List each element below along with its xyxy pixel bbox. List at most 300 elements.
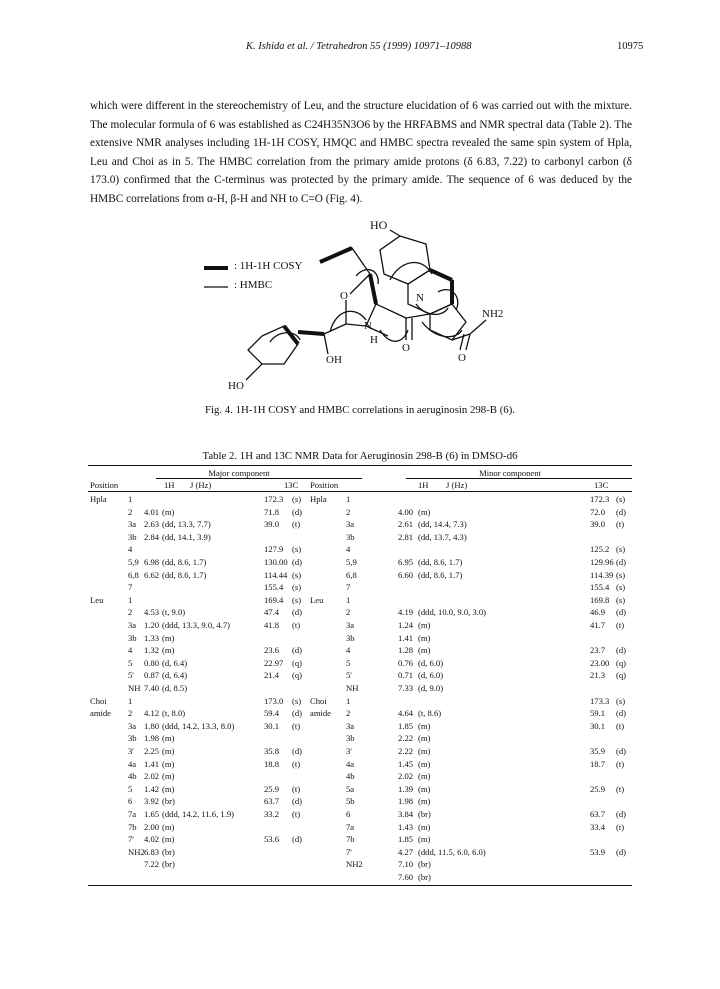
table-cell: (t) [292, 620, 301, 630]
table-cell: 125.2 [590, 544, 610, 555]
table-cell: (s) [292, 544, 302, 555]
table-row [88, 821, 632, 833]
table-cell: (t, 9.0) [162, 607, 186, 618]
choi-ring-c [430, 304, 466, 340]
table-cell: 4 [128, 645, 133, 656]
body-paragraph [90, 97, 632, 209]
page-number: 10975 [617, 41, 644, 52]
table-row [88, 518, 632, 530]
table-cell: 2 [128, 607, 133, 618]
table-row [88, 669, 632, 681]
table-cell: amide [90, 708, 111, 719]
table-cell: 3a [128, 720, 137, 731]
table-cell: (t) [616, 620, 625, 630]
header-1h-minor: 1H [418, 480, 429, 490]
table-cell: (m) [418, 733, 431, 744]
table-cell: (m) [162, 758, 175, 769]
table-cell: 130.00 [264, 557, 288, 567]
table-row [88, 619, 632, 631]
table-cell: 7 [346, 582, 351, 593]
table-bottom-rule [88, 885, 632, 886]
table-cell: (t) [292, 809, 301, 819]
table-cell: (d, 9.0) [418, 683, 444, 693]
figure-caption: Fig. 4. 1H-1H COSY and HMBC correlations in aeruginosin 298-B (6). [205, 404, 515, 416]
table-cell: (ddd, 11.5, 6.0, 6.0) [418, 846, 486, 857]
atom-nh2: NH2 [482, 308, 504, 320]
table-cell: 41.7 [590, 620, 606, 630]
atom-ho-top: HO [370, 218, 388, 232]
table-cell: 5,9 [346, 557, 357, 567]
table-cell: 2 [346, 708, 351, 719]
table-cell: 25.9 [590, 783, 606, 794]
table-cell: 6.60 [398, 569, 414, 580]
table-cell: 4a [128, 758, 137, 769]
table-cell: (d) [292, 607, 303, 618]
table-cell: Hpla [310, 494, 327, 504]
table-cell: (s) [292, 582, 302, 593]
paragraph-text: which were different in the stereochemistry of Leu, and the structure elucidation of 6 was carried out with the mixture. The molecular formula of 6 was established as C24H35N3O6 by the HRFABMS and NMR spectral data (Table 2). The extensive NMR analyses including 1H-1H COSY, HMQC and HMBC spectra revealed the same spin system of Hpla, Leu and Choi as in 5. The HMBC correlation from the primary amide protons (δ 6.83, 7.22) to carbonyl carbon (δ 173.0) confirmed that the C-terminus was protected by the primary amide. The sequence of 6 was deduced by the HMBC correlations from α-H, β-H and NH to C=O (Fig. 4). [90, 100, 632, 205]
table-cell: 21.3 [590, 670, 606, 681]
table-cell: 4.01 [144, 506, 160, 517]
table-cell: 35.8 [264, 746, 280, 756]
table-cell: 172.3 [264, 494, 284, 504]
table-cell: 2.00 [144, 821, 160, 832]
table-cell: 1 [128, 695, 133, 706]
table-cell: 4.53 [144, 607, 160, 618]
table-cell: 18.8 [264, 758, 280, 769]
header-j: J (Hz) [190, 480, 212, 490]
table-cell: (t) [616, 821, 625, 832]
table-cell: 1.42 [144, 783, 160, 794]
table-cell: (m) [418, 796, 431, 807]
table-row [88, 871, 632, 883]
table-cell: (d) [616, 607, 627, 618]
table-cell: (d) [292, 506, 303, 517]
table-cell: 0.71 [398, 670, 414, 681]
table-cell: (m) [418, 645, 431, 656]
table-cell: 4b [346, 771, 355, 782]
table-cell: 3.84 [398, 809, 414, 819]
table-cell: 3b [128, 531, 137, 542]
table-cell: (m) [162, 746, 175, 756]
table-cell: 47.4 [264, 607, 280, 618]
table-row [88, 606, 632, 618]
table-cell: 5 [128, 657, 133, 668]
table-cell: (d) [292, 746, 303, 756]
table-cell: (m) [162, 834, 175, 845]
table-cell: (d) [292, 708, 303, 719]
table-cell: (br) [162, 859, 175, 870]
table-cell: (d) [616, 645, 627, 656]
legend-hmbc-label: : HMBC [234, 279, 273, 291]
table-row [88, 569, 632, 581]
table-cell: 63.7 [264, 796, 280, 807]
table-cell: (s) [616, 594, 626, 605]
table-cell: 3b [346, 733, 355, 744]
table-cell: (s) [616, 569, 626, 580]
table-row [88, 846, 632, 858]
table-cell: 7 [128, 582, 133, 593]
table-cell: (br) [162, 796, 175, 807]
table-cell: 1.43 [398, 821, 414, 832]
table-cell: (d, 6.4) [162, 657, 188, 668]
table-cell: 7.60 [398, 872, 414, 882]
table-cell: (d) [616, 746, 627, 756]
group-minor-label: Minor component [479, 468, 541, 478]
table-cell: 2.02 [144, 771, 160, 782]
table-cell: (s) [292, 569, 302, 580]
table-row [88, 531, 632, 543]
table-cell: (d) [616, 846, 627, 857]
table-cell: 4.12 [144, 708, 160, 719]
table-cell: 114.44 [264, 569, 288, 580]
table-cell: (d, 6.4) [162, 670, 188, 681]
table-cell: 1.32 [144, 645, 160, 656]
table-cell: 2.84 [144, 531, 160, 542]
table-cell: 1.24 [398, 620, 414, 630]
table-cell: (t, 8.0) [162, 708, 186, 719]
table-row [88, 543, 632, 555]
table-cell: 7a [128, 809, 137, 819]
table-cell: (dd, 14.1, 3.9) [162, 531, 211, 542]
table-cell: 1.65 [144, 809, 160, 819]
table-cell: 3b [128, 733, 137, 744]
table-cell: 1.41 [398, 632, 414, 643]
table-cell: 2.63 [144, 519, 160, 530]
table-row [88, 783, 632, 795]
table-cell: (t) [292, 519, 301, 530]
table-cell: (m) [418, 834, 431, 845]
table-cell: 1.20 [144, 620, 160, 630]
table-cell: 6 [128, 796, 133, 807]
table-cell: (dd, 8.6, 1.7) [418, 569, 463, 580]
table-cell: (d) [616, 708, 627, 719]
table-cell: 7b [346, 834, 355, 845]
table-cell: 3' [128, 746, 134, 756]
table-caption: Table 2. 1H and 13C NMR Data for Aeruginosin 298-B (6) in DMSO-d6 [202, 450, 518, 462]
table-cell: 4.02 [144, 834, 160, 845]
table-row [88, 758, 632, 770]
table-cell: 1 [128, 494, 133, 504]
table-cell: 4a [346, 758, 355, 769]
choi-ring-a [380, 236, 430, 284]
table-cell: 7' [346, 846, 352, 857]
table-cell: 3a [346, 519, 355, 530]
table-cell: 3.92 [144, 796, 160, 807]
table-cell: 7' [128, 834, 134, 845]
header-13c: 13C [284, 480, 299, 490]
table-row [88, 833, 632, 845]
table-cell: (ddd, 13.3, 9.0, 4.7) [162, 620, 231, 630]
table-cell: (s) [292, 494, 302, 504]
table-cell: (t) [616, 720, 625, 731]
table-cell: 3a [128, 519, 137, 530]
table-cell: (s) [616, 582, 626, 593]
atom-oh: OH [326, 354, 342, 366]
table-cell: 2 [128, 506, 133, 517]
table-row [88, 644, 632, 656]
table-cell: (m) [162, 645, 175, 656]
table-cell: 169.4 [264, 594, 284, 605]
table-row [88, 795, 632, 807]
table-cell: 127.9 [264, 544, 284, 555]
table-cell: (m) [418, 746, 431, 756]
table-cell: 2.25 [144, 746, 160, 756]
table-cell: 2.81 [398, 531, 414, 542]
table-row [88, 695, 632, 707]
table-cell: 6.98 [144, 557, 160, 567]
table-cell: 1.85 [398, 834, 414, 845]
table-cell: 22.97 [264, 657, 284, 668]
table-cell: (t) [292, 758, 301, 769]
atom-o2: O [402, 342, 410, 354]
table-cell: 4b [128, 771, 137, 782]
table-cell: 6.62 [144, 569, 160, 580]
running-header [0, 41, 720, 55]
table-cell: 59.1 [590, 708, 606, 719]
table-cell: 7.10 [398, 859, 414, 870]
table-cell: (t, 8.6) [418, 708, 442, 719]
table-cell: 172.3 [590, 494, 610, 504]
table-cell: (m) [418, 758, 431, 769]
table-cell: (m) [162, 821, 175, 832]
table-cell: (d) [292, 557, 303, 567]
table-row [88, 581, 632, 593]
table-cell: 1 [346, 695, 351, 706]
table-header-rule [88, 491, 632, 492]
table-cell: (m) [162, 632, 175, 643]
table-cell: (dd, 8.6, 1.7) [162, 569, 207, 580]
header-position: Position [90, 480, 119, 490]
table-row [88, 493, 632, 505]
table-row [88, 594, 632, 606]
table-top-rule [88, 465, 632, 466]
table-cell: amide [310, 708, 331, 719]
table-cell: 1 [346, 494, 351, 504]
table-cell: 173.3 [590, 695, 610, 706]
table-cell: (s) [616, 544, 626, 555]
table-cell: NH2 [128, 846, 145, 857]
atom-h: H [370, 334, 378, 346]
table-cell: (t) [292, 783, 301, 794]
table-row [88, 745, 632, 757]
table-cell: 129.96 [590, 557, 614, 567]
atom-nh: N [364, 320, 372, 332]
table-row [88, 556, 632, 568]
table-cell: 169.8 [590, 594, 610, 605]
table-cell: (m) [162, 506, 175, 517]
atom-o3: O [458, 352, 466, 364]
table-cell: 3a [128, 620, 137, 630]
table-cell: 35.9 [590, 746, 606, 756]
table-cell: 2.22 [398, 733, 414, 744]
table-cell: 25.9 [264, 783, 280, 794]
table-cell: (s) [292, 695, 302, 706]
table-cell: 39.0 [590, 519, 606, 530]
atom-n-ring: N [416, 292, 424, 304]
table-cell: (q) [292, 670, 303, 681]
table-cell: 3' [346, 746, 352, 756]
table-cell: (q) [616, 657, 627, 668]
table-cell: (s) [616, 695, 626, 706]
table-cell: 6,8 [128, 569, 139, 580]
table-cell: 0.87 [144, 670, 160, 681]
table-cell: 155.4 [264, 582, 284, 593]
table-cell: 2.02 [398, 771, 414, 782]
header-13c-minor: 13C [594, 480, 609, 490]
table-row [88, 858, 632, 870]
table-cell: (d, 8.5) [162, 683, 188, 693]
table-row [88, 657, 632, 669]
table-row [88, 707, 632, 719]
table-cell: 39.0 [264, 519, 280, 530]
table-cell: 1 [346, 594, 351, 605]
table-cell: (ddd, 14.2, 11.6, 1.9) [162, 809, 235, 819]
table-cell: 53.9 [590, 846, 606, 857]
table-cell: (ddd, 14.2, 13.3, 8.0) [162, 720, 235, 731]
table-cell: (t) [616, 783, 625, 794]
table-cell: 5 [128, 783, 133, 794]
table-cell: 5b [346, 796, 355, 807]
table-cell: 3b [346, 531, 355, 542]
table-cell: 2 [128, 708, 133, 719]
table-cell: (q) [292, 657, 303, 668]
table-cell: Leu [310, 594, 324, 605]
atom-o1: O [340, 290, 348, 302]
header-position-minor: Position [310, 480, 339, 490]
table-cell: (br) [162, 846, 175, 857]
table-cell: (d, 6.0) [418, 657, 444, 668]
table-cell: (br) [418, 872, 431, 882]
table-cell: 6.95 [398, 557, 414, 567]
table-cell: 72.0 [590, 506, 606, 517]
header-citation: K. Ishida et al. / Tetrahedron 55 (1999) 10971–10988 [246, 41, 472, 52]
table-cell: 4 [346, 645, 351, 656]
table-cell: 18.7 [590, 758, 606, 769]
table-cell: 71.8 [264, 506, 280, 517]
table-cell: 1.85 [398, 720, 414, 731]
table-cell: 4.19 [398, 607, 414, 618]
table-cell: 23.6 [264, 645, 280, 656]
table-cell: 7b [128, 821, 137, 832]
table-row [88, 720, 632, 732]
table-cell: 1.28 [398, 645, 414, 656]
table-cell: (m) [162, 733, 175, 744]
table-cell: (m) [418, 783, 431, 794]
table-cell: (ddd, 10.0, 9.0, 3.0) [418, 607, 487, 618]
table-cell: 23.7 [590, 645, 606, 656]
table-cell: 2 [346, 607, 351, 618]
table-cell: 53.6 [264, 834, 280, 845]
table-cell: NH [346, 683, 359, 693]
table-cell: 5,9 [128, 557, 139, 567]
table-cell: 1.45 [398, 758, 414, 769]
table-cell: (q) [616, 670, 627, 681]
table-cell: (m) [418, 771, 431, 782]
table-cell: 46.9 [590, 607, 606, 618]
table-cell: 2.22 [398, 746, 414, 756]
table-cell: 3a [346, 720, 355, 731]
table-row [88, 732, 632, 744]
table-cell: 21.4 [264, 670, 280, 681]
header-j-minor: J (Hz) [446, 480, 468, 490]
table-cell: 7.33 [398, 683, 414, 693]
table-cell: 114.39 [590, 569, 614, 580]
table-cell: 3b [128, 632, 137, 643]
table-cell: 5' [128, 670, 134, 681]
legend-cosy-label: : 1H-1H COSY [234, 260, 303, 272]
table-cell: (m) [162, 771, 175, 782]
table-cell: 1.98 [398, 796, 414, 807]
group-major-label: Major component [208, 468, 270, 478]
table-cell: 1.98 [144, 733, 160, 744]
table-cell: NH2 [346, 859, 363, 870]
table-cell: 41.8 [264, 620, 280, 630]
table-cell: (br) [418, 809, 431, 819]
table-cell: 4.27 [398, 846, 414, 857]
table-cell: (m) [418, 506, 431, 517]
table-cell: 4.64 [398, 708, 414, 719]
table-row [88, 808, 632, 820]
table-cell: 1.80 [144, 720, 160, 731]
table-cell: 4 [346, 544, 351, 555]
table-cell: Choi [90, 695, 107, 706]
table-cell: 6 [346, 809, 351, 819]
table-cell: (m) [418, 720, 431, 731]
table-cell: (d) [292, 834, 303, 845]
table-cell: 173.0 [264, 695, 284, 706]
table-cell: 63.7 [590, 809, 606, 819]
table-cell: Choi [310, 695, 327, 706]
table-header-row [88, 479, 632, 491]
table-cell: (dd, 8.6, 1.7) [418, 557, 463, 567]
table-cell: 5 [346, 657, 351, 668]
table-cell: 5a [346, 783, 355, 794]
table-cell: (d, 6.0) [418, 670, 444, 681]
table-cell: 30.1 [264, 720, 280, 731]
table-cell: 155.4 [590, 582, 610, 593]
table-cell: 1.39 [398, 783, 414, 794]
table-cell: (dd, 8.6, 1.7) [162, 557, 207, 567]
table-cell: (dd, 14.4, 7.3) [418, 519, 467, 530]
table-cell: 30.1 [590, 720, 606, 731]
table-cell: (t) [616, 519, 625, 530]
table-cell: (d) [616, 809, 627, 819]
table-cell: 2 [346, 506, 351, 517]
table-cell: 59.4 [264, 708, 280, 719]
table-cell: NH [128, 683, 141, 693]
table-cell: (d) [616, 506, 627, 517]
table-cell: 23.00 [590, 657, 610, 668]
table-cell: 1.33 [144, 632, 160, 643]
atom-ho-bottom: HO [228, 380, 244, 392]
table-cell: (m) [418, 821, 431, 832]
table-row [88, 506, 632, 518]
table-row [88, 682, 632, 694]
table-cell: 3a [346, 620, 355, 630]
table-cell: 6.83 [144, 846, 160, 857]
table-cell: Hpla [90, 494, 107, 504]
table-cell: 4 [128, 544, 133, 555]
table-cell: (t) [616, 758, 625, 769]
table-cell: (d) [616, 557, 627, 567]
table-cell: 33.4 [590, 821, 606, 832]
table-cell: Leu [90, 594, 104, 605]
figure-4 [180, 212, 540, 424]
table-cell: 1.41 [144, 758, 160, 769]
table-cell: 2.61 [398, 519, 414, 530]
table-cell: (s) [292, 594, 302, 605]
